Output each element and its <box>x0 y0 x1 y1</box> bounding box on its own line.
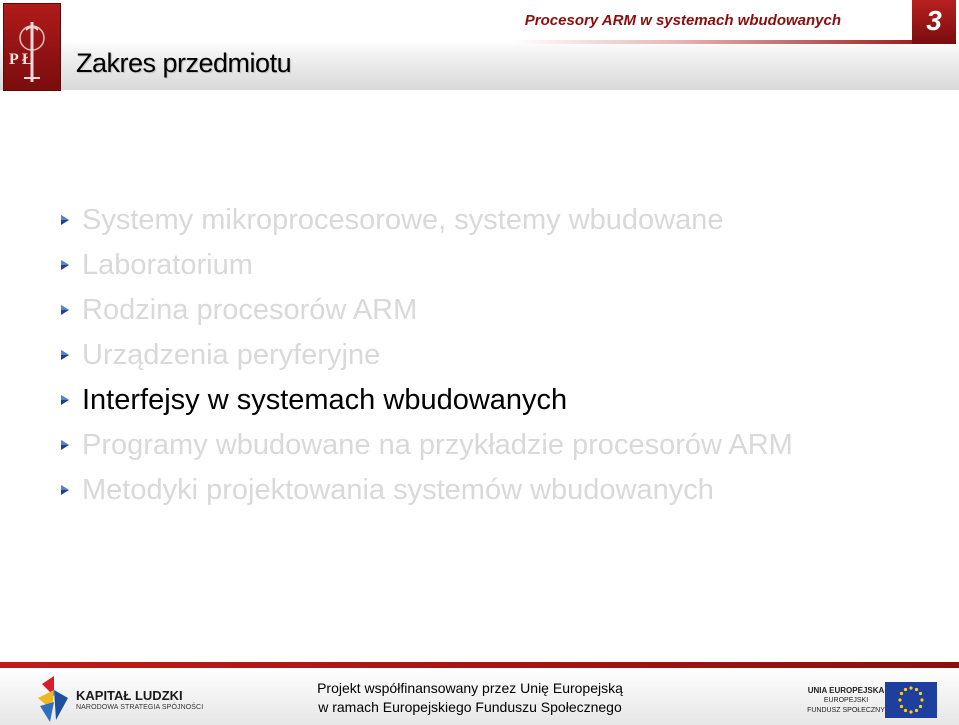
topic-list <box>58 201 793 516</box>
university-crest-icon <box>4 4 60 90</box>
page-number-badge <box>912 0 956 44</box>
logo-letters: P Ł <box>9 51 33 68</box>
cofinance-line-2: w ramach Europejskiego Funduszu Społecznego <box>318 699 622 715</box>
topic-label: Metodyki projektowania systemów wbudowanych <box>82 474 714 506</box>
arrow-bullet-icon <box>58 483 72 497</box>
arrow-bullet-icon <box>58 303 72 317</box>
topic-label: Laboratorium <box>82 249 253 281</box>
topic-label: Urządzenia peryferyjne <box>82 339 381 371</box>
topic-label: Systemy mikroprocesorowe, systemy wbudowane <box>82 204 724 236</box>
topic-item <box>58 336 793 381</box>
page-number: 3 <box>926 5 942 36</box>
cofinance-note <box>295 679 645 717</box>
topic-item <box>58 246 793 291</box>
eu-line-3: FUNDUSZ SPOŁECZNY <box>807 707 885 714</box>
topic-label: Programy wbudowane na przykładzie procesorów ARM <box>82 429 793 461</box>
kapital-ludzki-title: KAPITAŁ LUDZKI <box>76 688 183 703</box>
arrow-bullet-icon <box>58 258 72 272</box>
cofinance-line-1: Projekt współfinansowany przez Unię Europejską <box>317 680 623 696</box>
topic-label: Interfejsy w systemach wbudowanych <box>82 384 568 416</box>
topic-item <box>58 471 793 516</box>
course-name: Procesory ARM w systemach wbudowanych <box>524 12 841 29</box>
eu-label <box>800 686 892 716</box>
topic-label: Rodzina procesorów ARM <box>82 294 418 326</box>
arrow-bullet-icon <box>58 213 72 227</box>
topic-item <box>58 201 793 246</box>
topic-item <box>58 291 793 336</box>
eu-flag-icon <box>885 682 937 718</box>
topic-item-active <box>58 381 793 426</box>
arrow-bullet-icon <box>58 438 72 452</box>
university-logo <box>3 3 61 91</box>
arrow-bullet-icon <box>58 348 72 362</box>
arrow-bullet-icon <box>58 393 72 407</box>
kapital-ludzki-icon <box>38 676 72 722</box>
page-title: Zakres przedmiotu <box>76 48 292 78</box>
header-accent-line <box>512 40 912 44</box>
eu-line-2: EUROPEJSKI <box>823 697 869 704</box>
eu-line-1: UNIA EUROPEJSKA <box>807 686 885 695</box>
topic-item <box>58 426 793 471</box>
kapital-ludzki-subtitle: NARODOWA STRATEGIA SPÓJNOŚCI <box>76 704 204 711</box>
